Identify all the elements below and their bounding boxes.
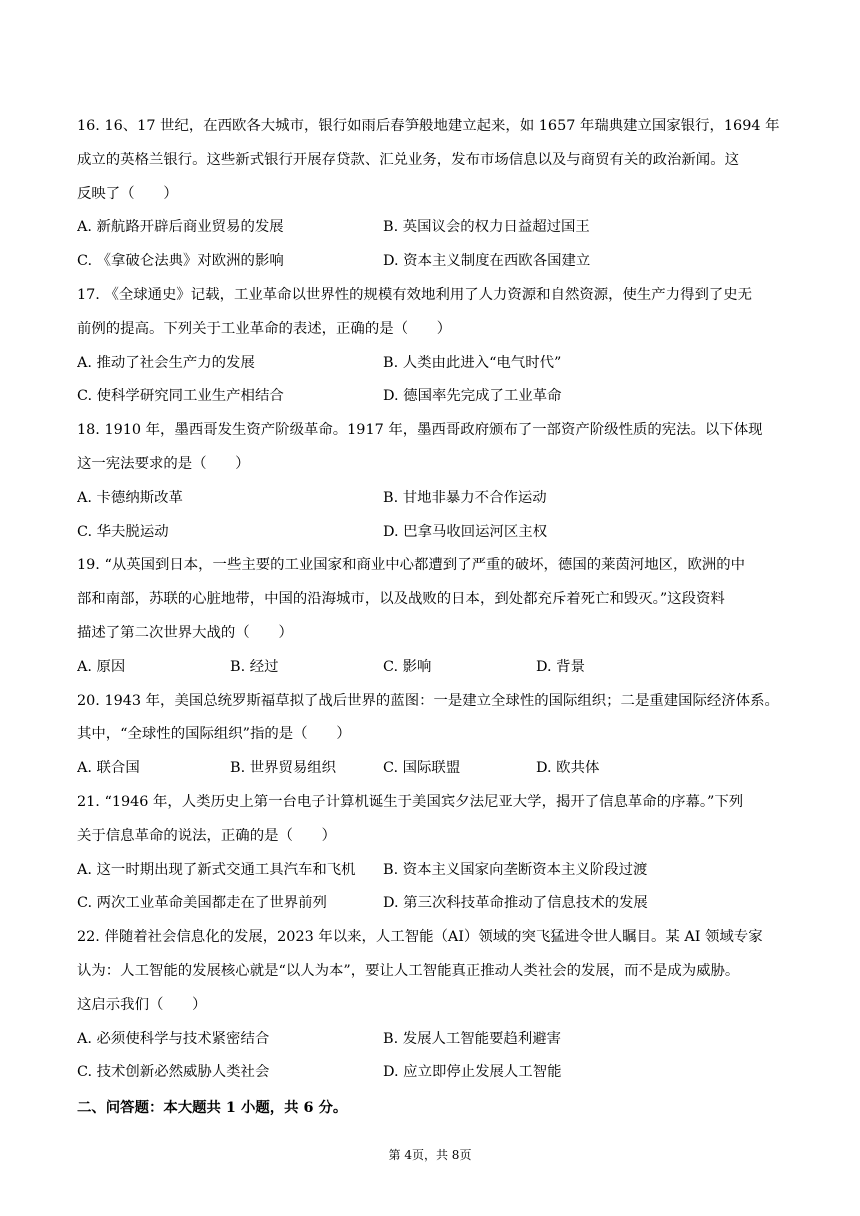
options-row	[77, 516, 784, 550]
options-row	[77, 1023, 784, 1057]
option-a: A. 新航路开辟后商业贸易的发展	[77, 219, 284, 236]
options-row	[77, 887, 784, 921]
option-c: C. 两次工业革命美国都走在了世界前列	[77, 895, 327, 912]
page-footer: 第 4页，共 8页	[388, 1148, 472, 1162]
option-a: A. 必须使科学与技术紧密结合	[77, 1030, 270, 1047]
option-c: C. 《拿破仑法典》对欧洲的影响	[77, 253, 284, 270]
question-22	[77, 921, 784, 1090]
option-b: B. 经过	[230, 658, 279, 675]
question-16	[77, 110, 784, 279]
option-c: C. 使科学研究同工业生产相结合	[77, 388, 284, 405]
question-text-line: 反映了（ ）	[77, 185, 178, 202]
question-text-line: 这一宪法要求的是（ ）	[77, 455, 250, 472]
option-c: C. 技术创新必然威胁人类社会	[77, 1064, 270, 1081]
question-text-line: 17. 《全球通史》记载，工业革命以世界性的规模有效地利用了人力资源和自然资源，使生产力得到了史无	[77, 286, 753, 303]
option-d: D. 巴拿马收回运河区主权	[383, 523, 548, 540]
option-d: D. 资本主义制度在西欧各国建立	[383, 253, 591, 270]
option-b: B. 世界贸易组织	[230, 760, 337, 777]
options-row	[77, 245, 784, 279]
question-17	[77, 279, 784, 414]
option-a: A. 这一时期出现了新式交通工具汽车和飞机	[77, 861, 356, 878]
option-c: C. 国际联盟	[383, 760, 461, 777]
question-text-line: 前例的提高。下列关于工业革命的表述，正确的是（ ）	[77, 320, 452, 337]
options-row	[77, 752, 784, 786]
question-list	[77, 110, 784, 1125]
option-a: A. 卡德纳斯改革	[77, 489, 183, 506]
options-row	[77, 651, 784, 685]
question-text-line: 关于信息革命的说法，正确的是（ ）	[77, 827, 337, 844]
option-a: A. 推动了社会生产力的发展	[77, 354, 255, 371]
options-row	[77, 1056, 784, 1090]
option-c: C. 华夫脱运动	[77, 523, 169, 540]
question-21	[77, 786, 784, 921]
option-d: D. 德国率先完成了工业革命	[383, 388, 562, 405]
option-a: A. 原因	[77, 658, 126, 675]
question-text-line: 21. “1946 年，人类历史上第一台电子计算机诞生于美国宾夕法尼亚大学，揭开了信息革命的序幕。”下列	[77, 793, 744, 810]
question-19	[77, 549, 784, 684]
question-text-line: 认为：人工智能的发展核心就是“以人为本”，要让人工智能真正推动人类社会的发展，而不是成为威胁。	[77, 962, 740, 979]
option-a: A. 联合国	[77, 760, 140, 777]
option-d: D. 欧共体	[536, 760, 600, 777]
options-row	[77, 380, 784, 414]
question-text-line: 20. 1943 年，美国总统罗斯福草拟了战后世界的蓝图：一是建立全球性的国际组织；二是重建国际经济体系。	[77, 692, 779, 709]
question-text-line: 22. 伴随着社会信息化的发展，2023 年以来，人工智能（AI）领域的突飞猛进令世人瞩目。某 AI 领域专家	[77, 929, 763, 946]
question-18	[77, 414, 784, 549]
question-text-line: 16. 16、17 世纪，在西欧各大城市，银行如雨后春笋般地建立起来，如 1657 年瑞典建立国家银行，1694 年	[77, 118, 780, 134]
option-b: B. 英国议会的权力日益超过国王	[383, 219, 590, 236]
section-heading: 二、问答题：本大题共 1 小题，共 6 分。	[77, 1099, 348, 1117]
options-row	[77, 482, 784, 516]
question-20	[77, 685, 784, 786]
option-b: B. 人类由此进入“电气时代”	[383, 354, 562, 371]
question-text-line: 19. “从英国到日本，一些主要的工业国家和商业中心都遭到了严重的破坏，德国的莱茵河地区，欧洲的中	[77, 557, 746, 574]
option-b: B. 发展人工智能要趋利避害	[383, 1030, 562, 1047]
question-text-line: 18. 1910 年，墨西哥发生资产阶级革命。1917 年，墨西哥政府颁布了一部资产阶级性质的宪法。以下体现	[77, 422, 763, 439]
option-d: D. 应立即停止发展人工智能	[383, 1064, 562, 1081]
options-row	[77, 854, 784, 888]
option-b: B. 甘地非暴力不合作运动	[383, 489, 547, 506]
options-row	[77, 211, 784, 245]
question-text-line: 其中，“全球性的国际组织”指的是（ ）	[77, 726, 351, 743]
question-text-line: 描述了第二次世界大战的（ ）	[77, 624, 293, 641]
question-text-line: 部和南部，苏联的心脏地带，中国的沿海城市，以及战败的日本，到处都充斥着死亡和毁灭。”这段资料	[77, 591, 725, 608]
question-text-line: 这启示我们（ ）	[77, 996, 207, 1013]
option-c: C. 影响	[383, 658, 432, 675]
options-row	[77, 347, 784, 381]
option-b: B. 资本主义国家向垄断资本主义阶段过渡	[383, 861, 648, 878]
option-d: D. 第三次科技革命推动了信息技术的发展	[383, 895, 648, 912]
option-d: D. 背景	[536, 658, 585, 675]
question-text-line: 成立的英格兰银行。这些新式银行开展存贷款、汇兑业务，发布市场信息以及与商贸有关的政治新闻。这	[77, 151, 739, 168]
